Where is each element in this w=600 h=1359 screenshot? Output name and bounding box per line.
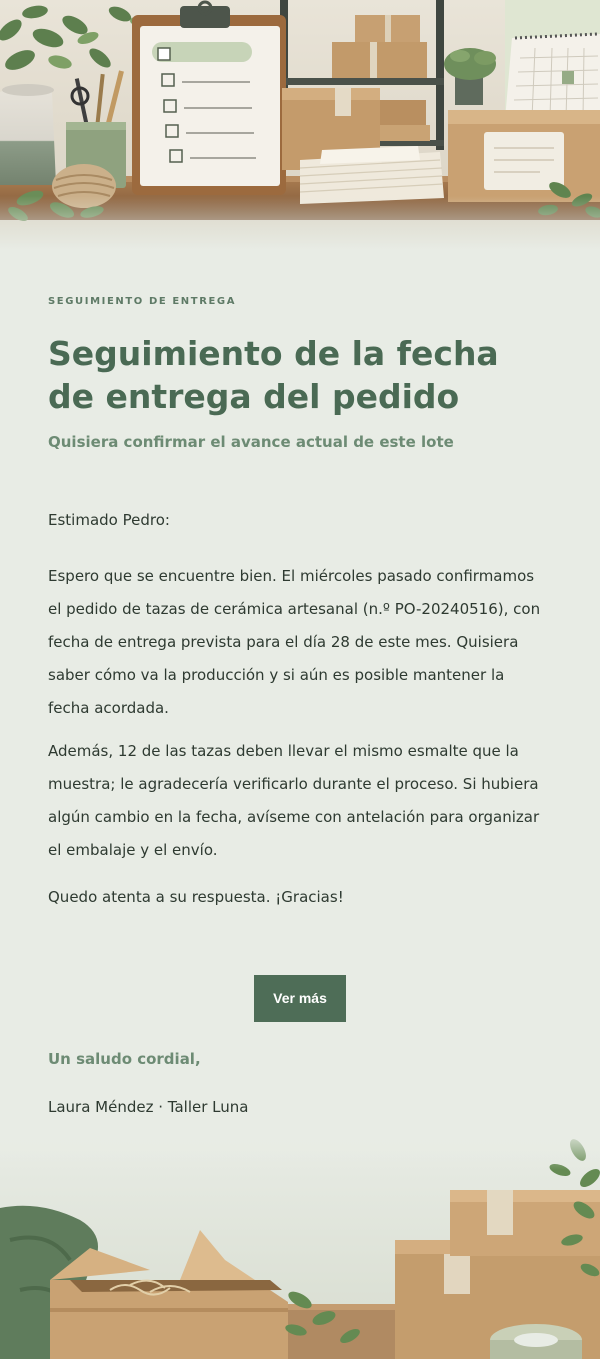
header-illustration [0, 0, 600, 250]
calendar-icon [505, 34, 600, 120]
subtitle: Quisiera confirmar el avance actual de este lote [48, 433, 454, 451]
tape-roll-icon [490, 1324, 582, 1359]
body-paragraph: Espero que se encuentre bien. El miércoles pasado confirmamos el pedido de tazas de cerámica artesanal (n.º PO-20240516), con fecha de entrega prevista para el día 28 de este mes. Quisiera saber cómo va la producción y si aún es posible mantener la fecha acordada. [48, 567, 541, 717]
footer-illustration [0, 1130, 600, 1359]
closing-line: Quedo atenta a su respuesta. ¡Gracias! [48, 888, 344, 906]
body-paragraph: Además, 12 de las tazas deben llevar el mismo esmalte que la muestra; le agradecería verificarlo durante el proceso. Si hubiera algún cambio en la fecha, avíseme con antelación para organizar el embalaje y el envío. [48, 742, 540, 859]
clipboard-checklist-icon [132, 2, 286, 195]
cta-container [254, 975, 346, 1022]
view-more-button[interactable]: Ver más [254, 975, 346, 1022]
greeting: Estimado Pedro: [48, 511, 170, 529]
email-content [48, 288, 548, 909]
cardboard-box-icon [448, 110, 600, 202]
eyebrow-label: SEGUIMIENTO DE ENTREGA [48, 296, 237, 307]
signoff: Un saludo cordial, [48, 1050, 201, 1068]
page-title: Seguimiento de la fecha de entrega del pedido [48, 334, 499, 416]
paper-stack-icon [300, 146, 444, 204]
signature: Laura Méndez · Taller Luna [48, 1098, 249, 1116]
